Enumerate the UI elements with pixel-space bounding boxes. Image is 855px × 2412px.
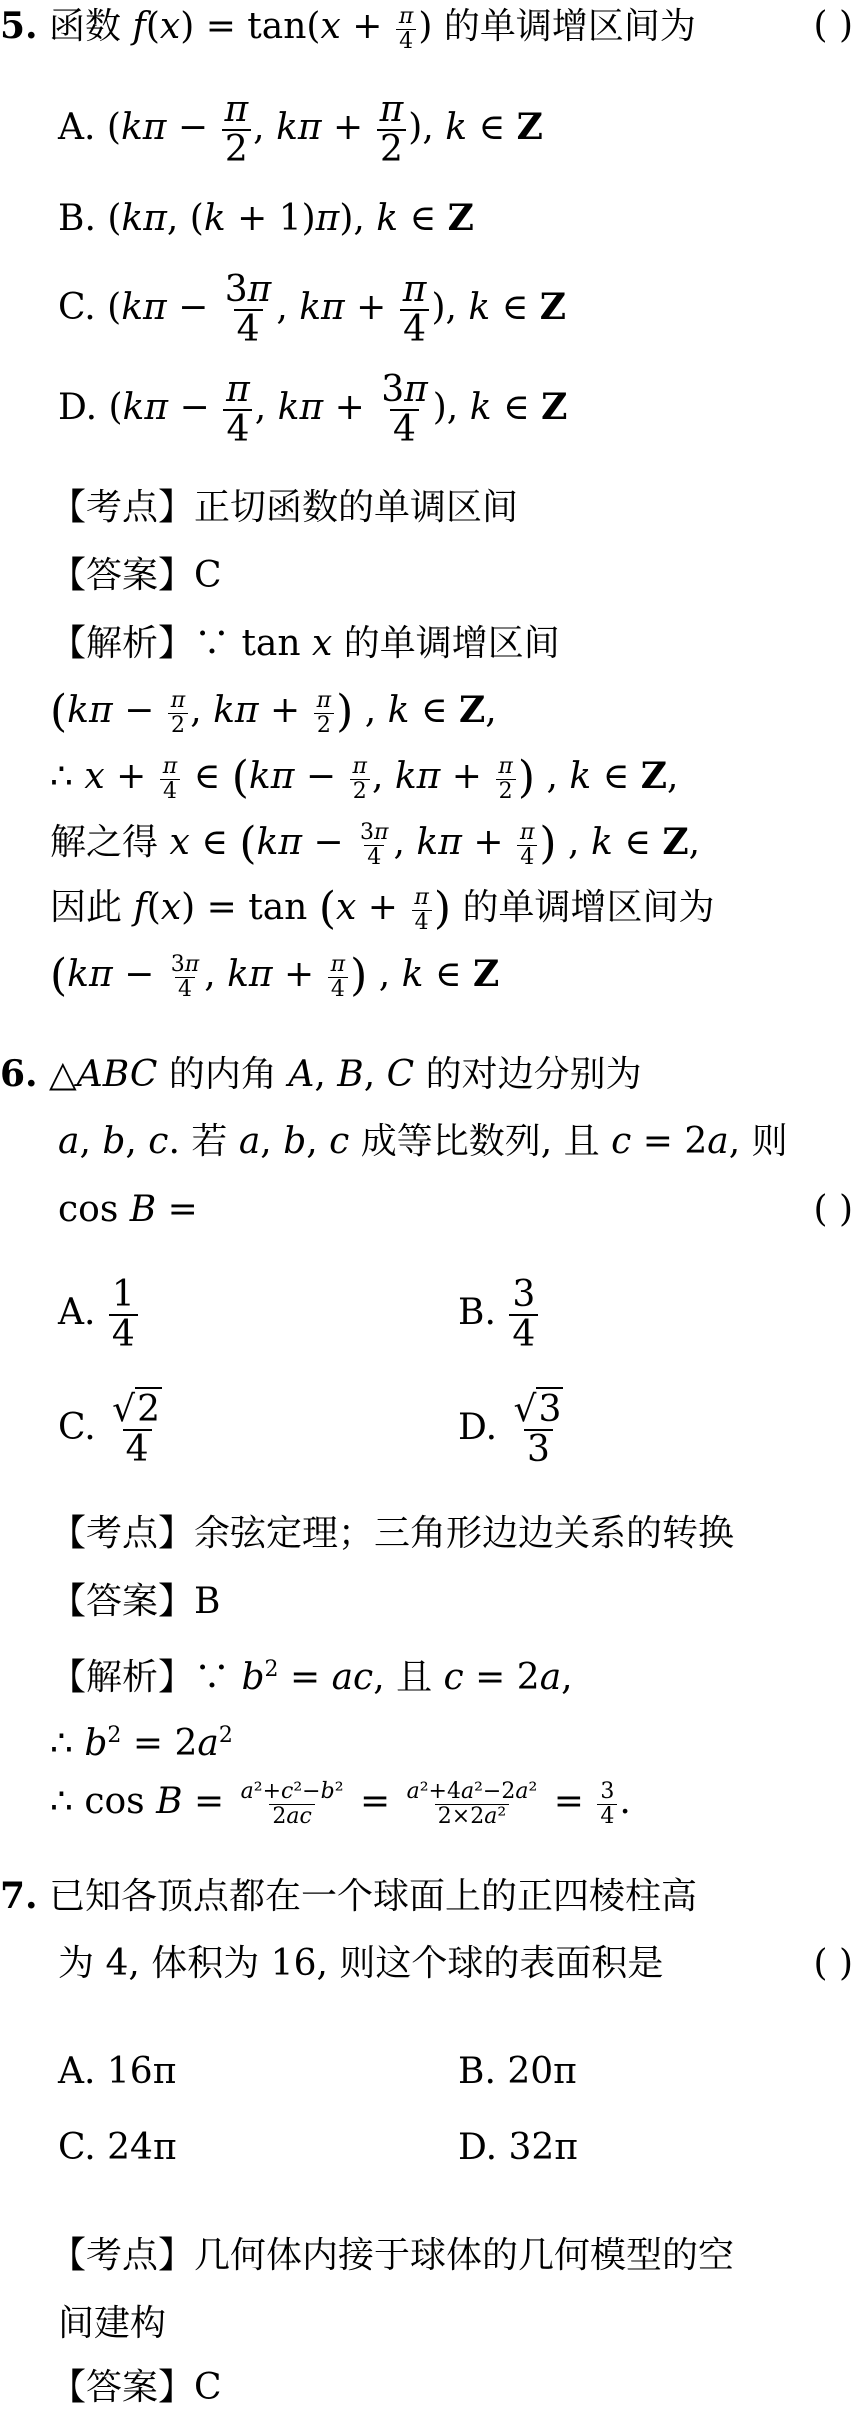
option-letter: B. — [458, 1292, 496, 1333]
q5-jiexi-1: 【解析】∵ tan x 的单调增区间 — [50, 623, 560, 664]
option-letter: B. — [58, 198, 96, 239]
q5-stem: 5. 函数 f(x) = tan(x + $\frac{\pi}{4}$ ) 的单调增区间为 — [0, 4, 696, 54]
jiexi-text: 的单调增区间 — [343, 623, 560, 664]
q7-daan — [50, 2364, 222, 2412]
q6-stem-text: 若 — [191, 1121, 228, 1162]
daan-text: C — [194, 2367, 222, 2408]
q7-option-c[interactable]: C. 24π — [58, 2127, 177, 2168]
q6-jiexi-3: ∴ cos B = $\frac{\text{a²+c²−b²}}{2ac}$ = $\frac{\text{a²+4a²−2a²}}{\text{2×2a²}}$ = $\frac{3}{4}$ . — [50, 1779, 631, 1829]
q7-stem-text: 已知各顶点都在一个球面上的正四棱柱高 — [49, 1876, 698, 1917]
q6-option-d[interactable]: D. $\frac{√3}{3}$ — [458, 1389, 562, 1470]
q5-stem-text2: 的单调增区间为 — [443, 6, 696, 47]
q5-jiexi-6: (kπ − $\frac{3\pi}{4}$ , kπ + $\frac{\pi}{4}$ ) , k ∈ Z — [50, 950, 500, 1002]
q5-jiexi-3: ∴ x + $\frac{\pi}{4}$ ∈ (kπ − $\frac{\pi}{2}$ , kπ + $\frac{\pi}{2}$ ) , k ∈ Z, — [50, 752, 679, 804]
kaodian-text: 正切函数的单调区间 — [194, 487, 519, 528]
q6-stem-text: , 则 — [728, 1121, 788, 1162]
q6-stem-2: a, b, c. 若 a, b, c 成等比数列, 且 c = 2a, 则 — [58, 1121, 788, 1162]
q6-option-a[interactable]: A. $\frac{1}{4}$ — [58, 1268, 140, 1358]
q7-kaodian-cont: 间建构 — [58, 2303, 167, 2344]
option-letter: A. — [58, 107, 96, 148]
kaodian-label: 【考点】 — [50, 2235, 195, 2276]
option-letter: A. — [58, 1292, 96, 1333]
q6-stem-1: 6. △ABC 的内角 A, B, C 的对边分别为 — [0, 1053, 642, 1095]
q6-jiexi-1: 【解析】∵ $b^2$ = ac, 且 c = 2a, — [50, 1657, 573, 1698]
kaodian-text: 几何体内接于球体的几何模型的空 — [194, 2235, 735, 2276]
q7-option-d[interactable]: D. 32π — [458, 2127, 578, 2168]
q7-number: 7. — [0, 1875, 38, 1917]
daan-label: 【答案】 — [50, 555, 195, 596]
q5-number: 5. — [0, 5, 38, 47]
q6-answer-paren: ( ) — [813, 1189, 853, 1230]
kaodian-label: 【考点】 — [50, 487, 195, 528]
option-letter: D. — [458, 1407, 498, 1448]
triangle-icon: △ — [49, 1054, 77, 1095]
q7-kaodian — [50, 2232, 734, 2280]
option-letter: C. — [58, 287, 96, 328]
q7-option-b[interactable]: B. 20π — [458, 2051, 577, 2092]
q6-stem-text: 的对边分别为 — [425, 1054, 642, 1095]
q5-stem-text: 函数 — [49, 6, 122, 47]
q6-stem-text: 成等比数列, 且 — [360, 1121, 600, 1162]
daan-label: 【答案】 — [50, 2367, 195, 2408]
q6-option-c[interactable]: C. $\frac{√2}{4}$ — [58, 1389, 161, 1470]
q5-jiexi-4: 解之得 x ∈ (kπ − $\frac{3\pi}{4}$ , kπ + $\frac{\pi}{4}$ ) , k ∈ Z, — [50, 818, 701, 870]
option-letter: C. — [58, 1407, 96, 1448]
q5-answer-paren: ( ) — [813, 5, 853, 46]
q6-stem-text: 的内角 — [168, 1054, 277, 1095]
q5-jiexi-5: 因此 f(x) = tan (x + $\frac{\pi}{4}$ ) 的单调增区间为 — [50, 883, 715, 935]
jiexi-label: 【解析】 — [50, 623, 195, 664]
q7-option-a[interactable]: A. 16π — [58, 2051, 177, 2092]
q6-number: 6. — [0, 1053, 38, 1095]
q7-stem-2 — [58, 1940, 663, 1988]
option-letter: D. — [58, 387, 98, 428]
daan-text: C — [194, 555, 222, 596]
daan-label: 【答案】 — [50, 1581, 195, 1622]
q5-daan — [50, 552, 222, 600]
q5-option-d[interactable]: D. (kπ − $\frac{\pi}{4}$ , kπ + $\frac{3\pi}{4}$ ), k ∈ Z — [58, 369, 568, 450]
q7-stem-text: 为 4, 体积为 16, 则这个球的表面积是 — [58, 1943, 664, 1984]
q5-option-c[interactable]: C. (kπ − $\frac{3\pi}{4}$ , kπ + $\frac{\pi}{4}$ ), k ∈ Z — [58, 269, 567, 350]
q6-jiexi-2: ∴ $b^2 = 2a^2$ — [50, 1723, 233, 1764]
jiexi-text: , 且 — [373, 1657, 433, 1698]
q7-stem-1 — [0, 1872, 697, 1921]
q6-stem-3: cos B = — [58, 1189, 198, 1230]
q6-option-b[interactable]: B. $\frac{3}{4}$ — [458, 1268, 540, 1358]
q7-answer-paren: ( ) — [813, 1943, 853, 1984]
q5-kaodian — [50, 484, 518, 532]
kaodian-text: 余弦定理；三角形边边关系的转换 — [194, 1513, 735, 1554]
jiexi-text: 因此 — [50, 887, 123, 928]
q5-option-a[interactable]: A. (kπ − $\frac{\pi}{2}$ , kπ + $\frac{\pi}{2}$ ), k ∈ Z — [58, 89, 543, 170]
jiexi-label: 【解析】 — [50, 1657, 195, 1698]
jiexi-text: 的单调增区间为 — [462, 887, 715, 928]
q6-daan — [50, 1578, 220, 1626]
kaodian-label: 【考点】 — [50, 1513, 195, 1554]
q5-option-b[interactable]: B. (kπ, (k + 1)π), k ∈ Z — [58, 197, 474, 239]
q5-jiexi-2: (kπ − $\frac{\pi}{2}$ , kπ + $\frac{\pi}{2}$ ) , k ∈ Z, — [50, 686, 497, 738]
jiexi-text: 解之得 — [50, 822, 159, 863]
daan-text: B — [194, 1581, 221, 1622]
q6-kaodian — [50, 1510, 734, 1558]
